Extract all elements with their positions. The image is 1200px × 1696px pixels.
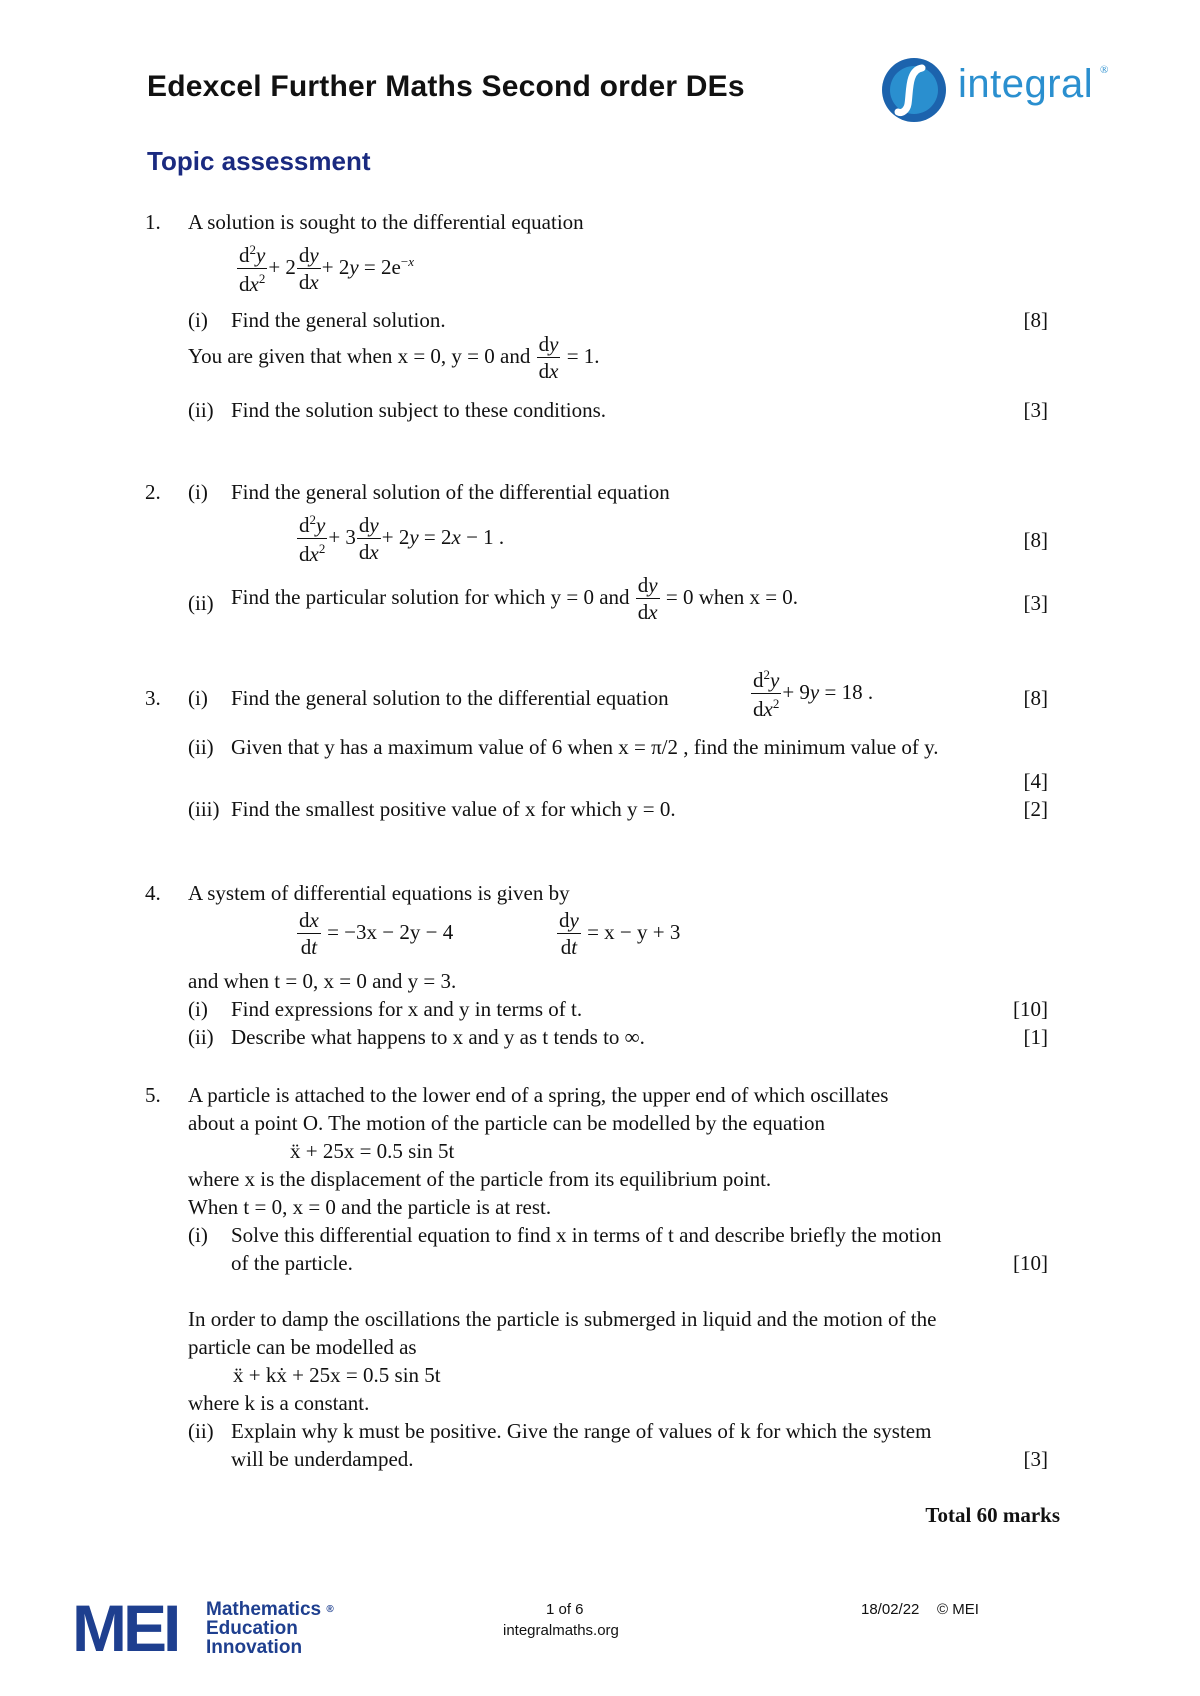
q2-part-ii-line: Find the particular solution for which y = 0 and $\frac{dy}{dx}$ = 0 when x = 0. xyxy=(231,573,799,624)
q5-line-5: In order to damp the oscillations the particle is submerged in liquid and the motion of the xyxy=(188,1307,937,1331)
q4-eq1-rhs: = −3x − 2y − 4 xyxy=(327,919,454,944)
q5-part-i-text-a: Solve this differential equation to find x in terms of t and describe briefly the motion xyxy=(231,1223,942,1247)
mei-logo-line-3: Innovation xyxy=(206,1637,303,1658)
q1-number: 1. xyxy=(145,210,161,234)
q3-part-ii-mark: [4] xyxy=(1023,769,1048,793)
q2-part-ii-mark: [3] xyxy=(1023,591,1048,615)
q2-equation: $\frac{d^2y}{dx^2}$ + 3 $\frac{dy}{dx}$ + 2y = 2x − 1 . xyxy=(299,512,505,566)
q1-part-ii-label: (ii) xyxy=(188,398,214,422)
section-heading: Topic assessment xyxy=(147,146,371,176)
q5-line-1: A particle is attached to the lower end of a spring, the upper end of which oscillates xyxy=(188,1083,889,1107)
mei-logo-line-2: Education xyxy=(206,1618,298,1639)
q1-part-i-label: (i) xyxy=(188,308,208,332)
q4-intro: A system of differential equations is given by xyxy=(188,881,570,905)
q3-part-iii-mark: [2] xyxy=(1023,797,1048,821)
q4-equation-1: $\frac{dx}{dt}$ = −3x − 2y − 4 xyxy=(299,908,454,959)
q5-equation-1: ẍ + 25x = 0.5 sin 5t xyxy=(290,1139,455,1163)
q1-part-ii-text: Find the solution subject to these conditions. xyxy=(231,398,607,422)
q5-equation-2: ẍ + kẋ + 25x = 0.5 sin 5t xyxy=(233,1363,441,1387)
q5-line-7: where k is a constant. xyxy=(188,1391,370,1415)
q5-number: 5. xyxy=(145,1083,161,1107)
q5-line-3: where x is the displacement of the particle from its equilibrium point. xyxy=(188,1167,772,1191)
integral-logo-text: integral xyxy=(958,62,1094,106)
q1-part-i-text: Find the general solution. xyxy=(231,308,446,332)
q2-part-i-label: (i) xyxy=(188,480,208,504)
q3-number: 3. xyxy=(145,686,161,710)
mei-logo-line-1: Mathematics ® xyxy=(206,1599,334,1620)
q1-given-c: = 1. xyxy=(566,343,600,368)
q5-part-ii-mark: [3] xyxy=(1023,1447,1048,1471)
q3-part-i-mark: [8] xyxy=(1023,686,1048,710)
page-number: 1 of 6 xyxy=(546,1601,584,1618)
footer-date: 18/02/22 xyxy=(861,1601,920,1618)
q5-part-i-label: (i) xyxy=(188,1223,208,1247)
q1-part-ii-mark: [3] xyxy=(1023,398,1048,422)
total-marks: Total 60 marks xyxy=(925,1503,1060,1527)
q3-part-ii-text: Given that y has a maximum value of 6 when x = π/2 , find the minimum value of y. xyxy=(231,735,939,759)
q5-part-ii-text-a: Explain why k must be positive. Give the range of values of k for which the system xyxy=(231,1419,932,1443)
q1-equation: $\frac{d^2y}{dx^2}$ + 2 $\frac{dy}{dx}$ + $2y = 2e^{-x}$ xyxy=(239,242,414,296)
integral-logo xyxy=(878,52,1118,128)
q4-eq2-rhs: = x − y + 3 xyxy=(587,919,681,944)
q2-part-ii-label: (ii) xyxy=(188,591,214,615)
footer-copyright: © MEI xyxy=(937,1601,979,1618)
q1-part-i-mark: [8] xyxy=(1023,308,1048,332)
q5-part-ii-label: (ii) xyxy=(188,1419,214,1443)
mei-logo-letters: MEI xyxy=(72,1591,178,1665)
q3-part-i-label: (i) xyxy=(188,686,208,710)
q3-part-iii-text: Find the smallest positive value of x for which y = 0. xyxy=(231,797,676,821)
q4-part-ii-text: Describe what happens to x and y as t tends to ∞. xyxy=(231,1025,645,1049)
q5-part-i-text-b: of the particle. xyxy=(231,1251,353,1275)
mei-logo xyxy=(72,1591,372,1665)
q1-intro: A solution is sought to the differential equation xyxy=(188,210,584,234)
q5-part-i-mark: [10] xyxy=(1013,1251,1048,1275)
q2-part-ii-text-a: Find the particular solution for which y = 0 and xyxy=(231,584,630,609)
q1-given-b: x = 0, y = 0 and xyxy=(397,343,531,368)
q3-part-ii-label: (ii) xyxy=(188,735,214,759)
q5-line-6: particle can be modelled as xyxy=(188,1335,417,1359)
q5-line-2: about a point O. The motion of the particle can be modelled by the equation xyxy=(188,1111,826,1135)
integral-logo-trademark: ® xyxy=(1100,64,1109,76)
q4-part-i-mark: [10] xyxy=(1013,997,1048,1021)
q4-part-i-text: Find expressions for x and y in terms of t. xyxy=(231,997,583,1021)
q3-part-iii-label: (iii) xyxy=(188,797,220,821)
q2-part-i-mark: [8] xyxy=(1023,528,1048,552)
q3-part-i-text: Find the general solution to the differential equation xyxy=(231,686,669,710)
q2-part-ii-text-b: = 0 when x = 0. xyxy=(665,584,799,609)
q4-equation-2: $\frac{dy}{dt}$ = x − y + 3 xyxy=(559,908,681,959)
q4-part-i-label: (i) xyxy=(188,997,208,1021)
q5-part-ii-text-b: will be underdamped. xyxy=(231,1447,414,1471)
page-title: Edexcel Further Maths Second order DEs xyxy=(147,70,745,103)
q2-part-i-text: Find the general solution of the differential equation xyxy=(231,480,670,504)
q4-number: 4. xyxy=(145,881,161,905)
q1-given-a: You are given that when xyxy=(188,343,393,368)
q2-number: 2. xyxy=(145,480,161,504)
q3-equation: $\frac{d^2y}{dx^2}$ + 9y = 18 . xyxy=(753,667,874,721)
q4-part-ii-mark: [1] xyxy=(1023,1025,1048,1049)
integral-logo-mark-icon xyxy=(878,52,954,128)
q1-given-line: You are given that when x = 0, y = 0 and $\frac{dy}{dx}$ = 1. xyxy=(188,332,600,383)
mei-logo-text xyxy=(206,1600,334,1657)
q5-line-4: When t = 0, x = 0 and the particle is at rest. xyxy=(188,1195,552,1219)
q4-part-ii-label: (ii) xyxy=(188,1025,214,1049)
q4-condition: and when t = 0, x = 0 and y = 3. xyxy=(188,969,457,993)
footer-website: integralmaths.org xyxy=(503,1622,619,1639)
